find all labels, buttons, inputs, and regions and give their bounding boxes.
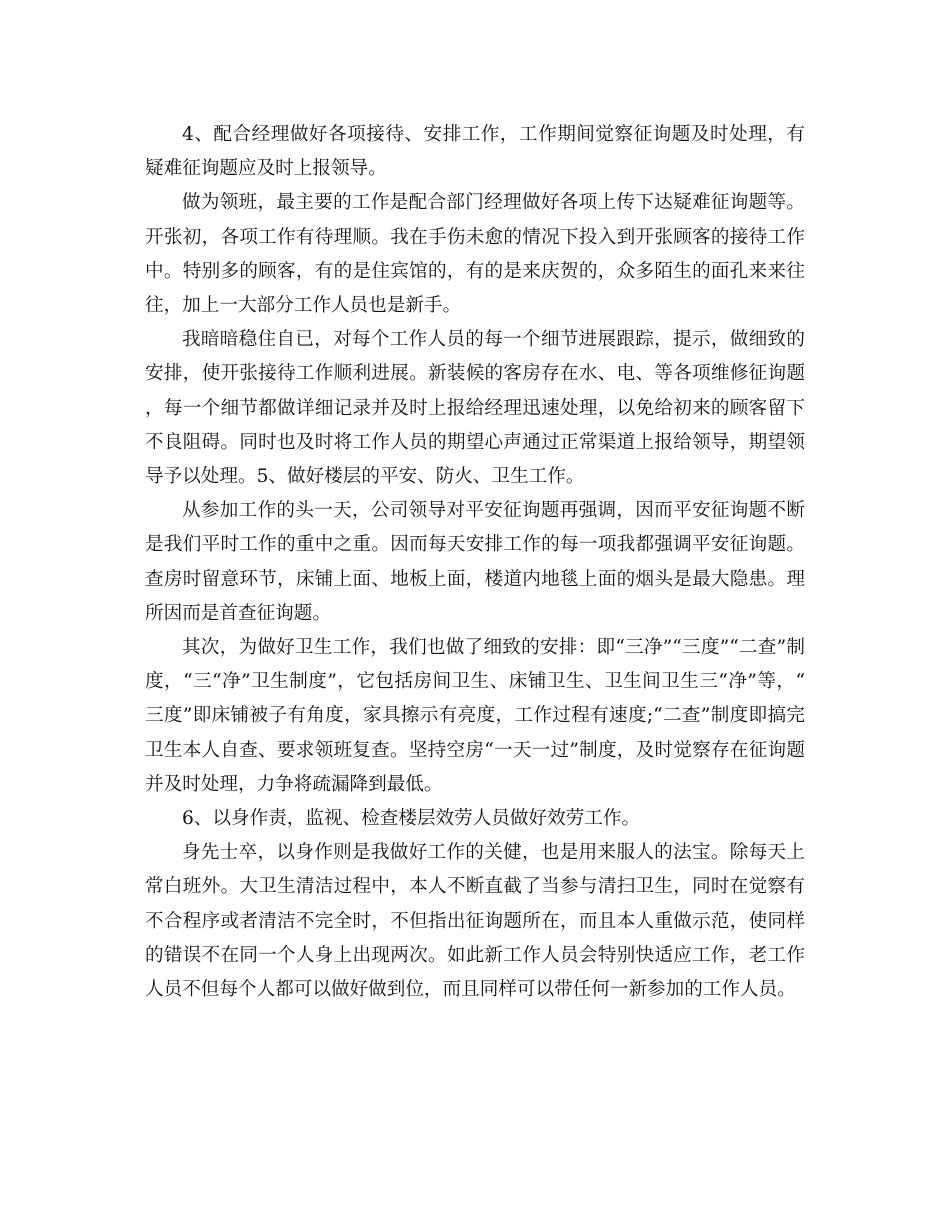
paragraph-3: 我暗暗稳住自已，对每个工作人员的每一个细节进展跟踪，提示，做细致的安排，使开张接待工作顺利进展。新装候的客房存在水、电、等各项维修征询题，每一个细节都做详细记录并及时上报给经理迅速处理，以免给初来的顾客留下不良阻碍。同时也及时将工作人员的期望心声通过正常渠道上报给领导，期望领导予以处理。5、做好楼层的平安、防火、卫生工作。 [145, 329, 805, 488]
document-body [145, 118, 805, 1007]
paragraph-6: 6、以身作责，监视、检查楼层效劳人员做好效劳工作。 [182, 808, 641, 830]
paragraph-4: 从参加工作的头一天，公司领导对平安征询题再强调，因而平安征询题不断是我们平时工作的重中之重。因而每天安排工作的每一项我都强调平安征询题。查房时留意环节，床铺上面、地板上面，楼道内地毯上面的烟头是最大隐患。理所因而是首查征询题。 [145, 500, 805, 624]
paragraph-1: 4、配合经理做好各项接待、安排工作，工作期间觉察征询题及时处理，有疑难征询题应及时上报领导。 [145, 124, 805, 180]
paragraph-7: 身先士卒，以身作则是我做好工作的关健，也是用来服人的法宝。除每天上常白班外。大卫生清洁过程中，本人不断直截了当参与清扫卫生，同时在觉察有不合程序或者清洁不完全时，不但指出征询题所在，而且本人重做示范，使同样的错误不在同一个人身上出现两次。如此新工作人员会特别快适应工作，老工作人员不但每个人都可以做好做到位，而且同样可以带任何一新参加的工作人员。 [145, 842, 805, 1001]
paragraph-5: 其次，为做好卫生工作，我们也做了细致的安排：即“三净”“三度”“二查”制度，“三“净”卫生制度”，它包括房间卫生、床铺卫生、卫生间卫生三“净”等，“三度”即床铺被子有角度，家具擦示有亮度，工作过程有速度;“二查”制度即搞完卫生本人自查、要求领班复查。坚持空房“一天一过”制度，及时觉察存在征询题并及时处理，力争将疏漏降到最低。 [145, 637, 805, 795]
paragraph-2: 做为领班，最主要的工作是配合部门经理做好各项上传下达疑难征询题等。开张初，各项工作有待理顺。我在手伤未愈的情况下投入到开张顾客的接待工作中。特别多的顾客，有的是住宾馆的，有的是来庆贺的，众多陌生的面孔来来往往，加上一大部分工作人员也是新手。 [145, 192, 805, 317]
